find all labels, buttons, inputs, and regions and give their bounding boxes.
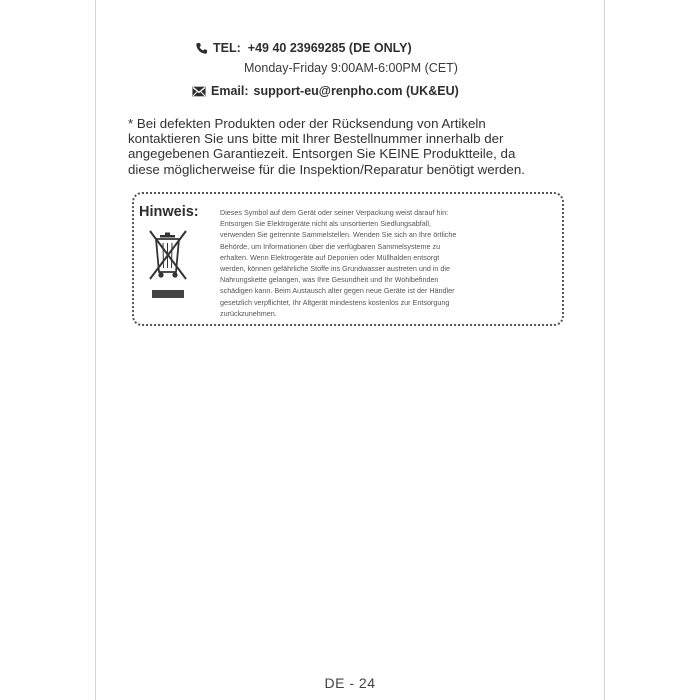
manual-page [95, 0, 605, 700]
hinweis-line: Entsorgen Sie Elektrogeräte nicht als unsortierten Siedlungsabfall, [220, 219, 431, 229]
notice-line: * Bei defekten Produkten oder der Rücksendung von Artikeln [128, 116, 486, 131]
notice-line: kontaktieren Sie uns bitte mit Ihrer Bestellnummer innerhalb der [128, 131, 504, 147]
phone-icon [193, 41, 209, 55]
hinweis-line: zurückzunehmen. [220, 308, 277, 318]
warranty-notice [128, 116, 578, 177]
tel-label: TEL: [213, 41, 241, 55]
notice-line: angegebenen Garantiezeit. Entsorgen Sie KEINE Produktteile, da [128, 146, 516, 162]
hinweis-line: Dieses Symbol auf dem Gerät oder seiner Verpackung weist darauf hin: [220, 208, 449, 217]
hinweis-line: erhalten. Wenn Elektrogeräte auf Deponien oder Müllhalden entsorgt [220, 252, 440, 262]
hinweis-line: verwenden Sie getrennte Sammelstellen. Wenden Sie sich an Ihre örtliche [220, 230, 457, 240]
hinweis-text [220, 207, 552, 319]
email-row [191, 84, 459, 98]
hinweis-line: Nahrungskette gelangen, was Ihre Gesundheit und Ihr Wohlbefinden [220, 275, 439, 285]
notice-line: diese möglicherweise für die Inspektion/Reparatur benötigt werden. [128, 161, 525, 177]
hinweis-box [132, 192, 564, 326]
envelope-icon [191, 84, 207, 98]
hinweis-line: Behörde, um Informationen über die verfügbaren Sammelsysteme zu [220, 241, 441, 251]
hinweis-line: gesetzlich verpflichtet, Ihr Altgerät mindestens kostenlos zur Entsorgung [220, 297, 450, 307]
hinweis-line: werden, können gefährliche Stoffe ins Grundwasser austreten und in die [220, 264, 451, 274]
page-number: DE - 24 [324, 675, 376, 691]
hinweis-line: schädigen kann. Beim Austausch alter gegen neue Geräte ist der Händler [220, 286, 455, 296]
tel-number: +49 40 23969285 (DE ONLY) [247, 41, 412, 55]
crossed-out-wheelie-bin-icon [146, 228, 190, 302]
hinweis-title: Hinweis: [139, 204, 199, 220]
email-address[interactable]: support-eu@renpho.com (UK&EU) [253, 84, 459, 98]
tel-hours: Monday-Friday 9:00AM-6:00PM (CET) [244, 61, 458, 75]
email-label: Email: [211, 84, 249, 98]
tel-row [193, 41, 412, 55]
